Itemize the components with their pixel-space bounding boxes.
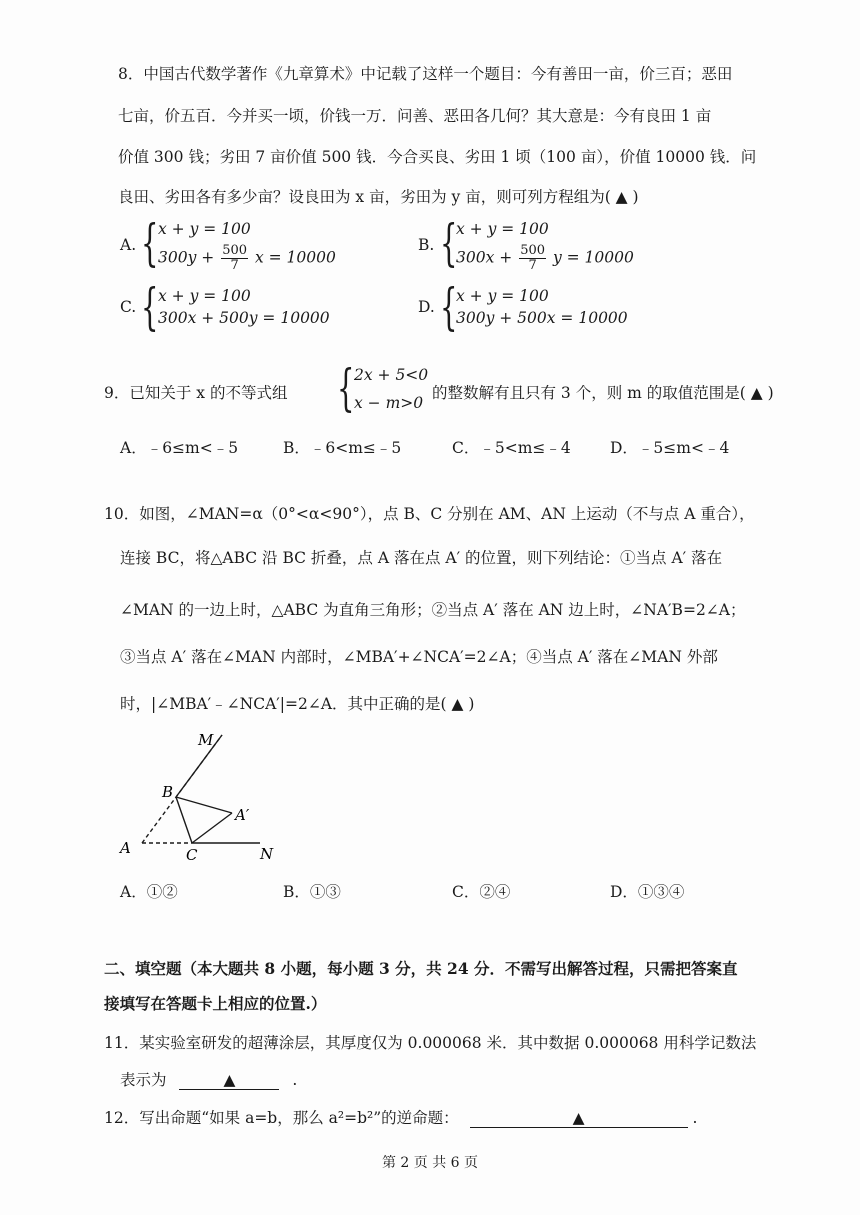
q12-line [104, 1106, 697, 1128]
q8-line-3: 价值 300 钱；劣田 7 亩价值 500 钱．今合买良、劣田 1 顷（100 亩），价值 10000 钱．问 [118, 148, 757, 166]
q9-option-d: D．﹣5≤m<﹣4 [610, 439, 730, 457]
segment-ca-prime [192, 813, 232, 843]
q11-line-1: 11．某实验室研发的超薄涂层，其厚度仅为 0.000068 米．其中数据 0.000068 用科学记数法 [104, 1034, 757, 1052]
q10-option-d: D．①③④ [610, 883, 685, 901]
q10-option-c: C．②④ [452, 883, 511, 901]
inequality-1: 2x + 5<0 [354, 366, 429, 384]
q9-option-a: A．﹣6≤m<﹣5 [120, 439, 239, 457]
section-2-heading: 二、填空题（本大题共 8 小题，每小题 3 分，共 24 分．不需写出解答过程，只需把答案直 [104, 959, 738, 978]
geometry-figure [110, 725, 300, 865]
q8-line-4: 良田、劣田各有多少亩？设良田为 x 亩，劣田为 y 亩，则可列方程组为( ▲ ) [118, 188, 639, 206]
option-label: D. [418, 298, 435, 316]
q10-line-2: 连接 BC，将△ABC 沿 BC 折叠，点 A 落在点 A′ 的位置，则下列结论：①当点 A′ 落在 [120, 549, 723, 567]
q10-line-1: 10．如图，∠MAN=α（0°<α<90°），点 B、C 分别在 AM、AN 上运动（不与点 A 重合）， [104, 505, 755, 523]
answer-blank-11[interactable]: ▲ [179, 1071, 279, 1090]
inequality-2: x − m>0 [354, 394, 424, 412]
q9-option-c: C．﹣5<m≤﹣4 [452, 439, 571, 457]
q10-option-b: B．①③ [283, 883, 341, 901]
segment-ba-prime [176, 797, 232, 813]
brace: { [440, 214, 458, 272]
q11-post: . [292, 1071, 298, 1089]
q12-pre: 12．写出命题“如果 a=b，那么 a²=b²”的逆命题： [104, 1109, 459, 1127]
label-a: A [120, 839, 131, 857]
segment-bc [176, 797, 192, 843]
q12-post: . [692, 1109, 698, 1127]
q8-line-1: 8．中国古代数学著作《九章算术》中记载了这样一个题目：今有善田一亩，价三百；恶田 [118, 65, 733, 83]
answer-blank-12[interactable]: ▲ [470, 1109, 688, 1128]
brace: { [141, 278, 159, 336]
equation-2: 300y + $\frac{500}{7}$ x = 10000 [158, 243, 336, 273]
q9-pre: 9．已知关于 x 的不等式组 [104, 384, 288, 402]
q10-option-a: A．①② [120, 883, 178, 901]
equation-2: 300x + 500y = 10000 [158, 309, 330, 327]
equation-1: x + y = 100 [456, 220, 549, 238]
equation-2: 300x + $\frac{500}{7}$ y = 10000 [456, 243, 634, 273]
q8-line-2: 七亩，价五百．今并买一顷，价钱一万．问善、恶田各几何？其大意是：今有良田 1 亩 [118, 107, 712, 125]
brace: { [440, 278, 458, 336]
q10-line-4: ③当点 A′ 落在∠MAN 内部时，∠MBA′+∠NCA′=2∠A；④当点 A′ 落在∠MAN 外部 [120, 648, 718, 666]
label-a-prime: A′ [235, 806, 250, 824]
page-footer: 第 2 页 共 6 页 [381, 1155, 479, 1171]
label-b: B [162, 783, 174, 801]
equation-1: x + y = 100 [456, 287, 549, 305]
section-2-heading-cont: 接填写在答题卡上相应的位置.） [104, 994, 327, 1013]
label-m: M [198, 731, 214, 749]
q11-line-2 [120, 1068, 297, 1090]
brace: { [337, 359, 355, 417]
label-n: N [260, 845, 274, 863]
option-label: B. [418, 236, 435, 254]
option-label: A. [120, 236, 137, 254]
equation-2: 300y + 500x = 10000 [456, 309, 628, 327]
option-label: C. [120, 298, 137, 316]
brace: { [141, 214, 159, 272]
label-c: C [186, 846, 198, 864]
q9-option-b: B．﹣6<m≤﹣5 [283, 439, 402, 457]
q10-line-3: ∠MAN 的一边上时，△ABC 为直角三角形；②当点 A′ 落在 AN 边上时，∠NA′B=2∠A； [120, 601, 746, 619]
q11-pre: 表示为 [120, 1071, 167, 1089]
q9-post: 的整数解有且只有 3 个，则 m 的取值范围是( ▲ ) [432, 384, 774, 402]
equation-1: x + y = 100 [158, 287, 251, 305]
q10-line-5: 时，|∠MBA′﹣∠NCA′|=2∠A．其中正确的是( ▲ ) [120, 695, 475, 713]
equation-1: x + y = 100 [158, 220, 251, 238]
